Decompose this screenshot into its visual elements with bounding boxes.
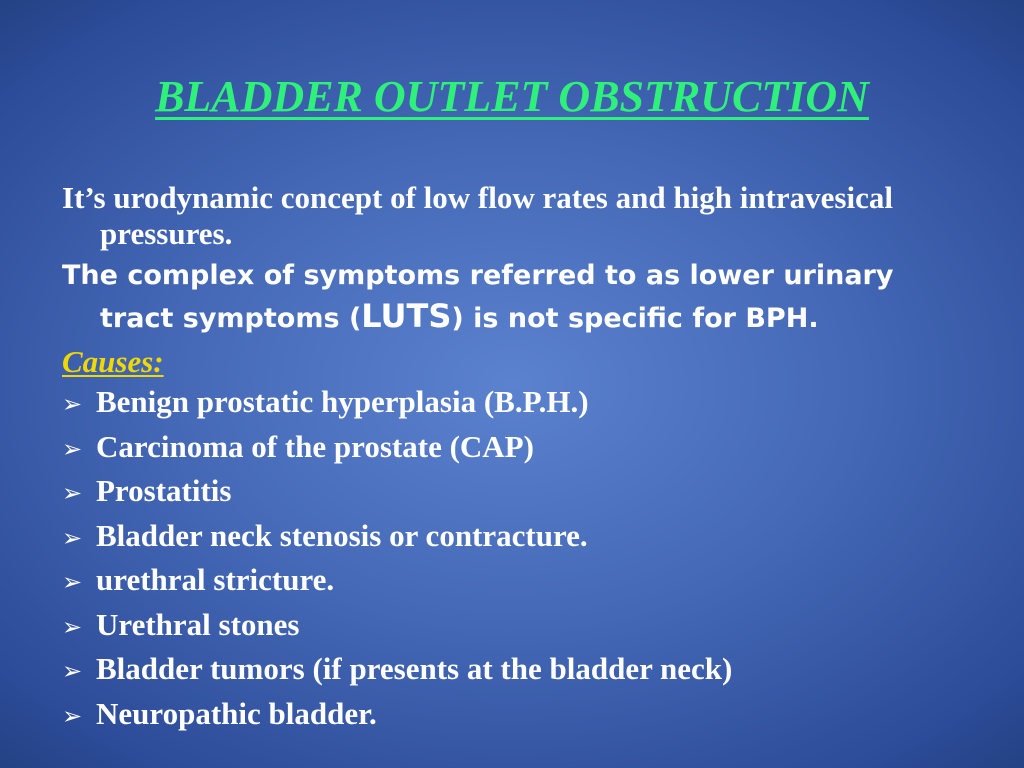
list-item <box>62 470 962 515</box>
list-item <box>62 515 962 560</box>
luts-abbreviation: LUTS <box>361 297 452 335</box>
list-item <box>62 559 962 604</box>
list-item <box>62 381 962 426</box>
list-item <box>62 648 962 693</box>
arrow-bullet-icon: ➢ <box>62 568 83 596</box>
luts-paragraph-text-start: The complex of symptoms referred to as lower urinary tract symptoms ( <box>62 260 894 334</box>
list-item <box>62 604 962 649</box>
arrow-bullet-icon: ➢ <box>62 479 83 507</box>
cause-text: Neuropathic bladder. <box>96 695 377 731</box>
cause-text: Bladder neck stenosis or contracture. <box>96 517 588 553</box>
list-item <box>62 693 962 738</box>
cause-text: Carcinoma of the prostate (CAP) <box>96 428 534 464</box>
slide-title: BLADDER OUTLET OBSTRUCTION <box>155 72 869 121</box>
cause-text: Prostatitis <box>96 473 232 508</box>
luts-paragraph-text-end: ) is not specific for BPH. <box>451 303 819 334</box>
cause-text: urethral stricture. <box>96 562 335 597</box>
arrow-bullet-icon: ➢ <box>62 523 83 552</box>
causes-list <box>62 381 962 737</box>
arrow-bullet-icon: ➢ <box>62 434 83 463</box>
arrow-bullet-icon: ➢ <box>62 657 83 685</box>
cause-text: Urethral stones <box>96 606 300 642</box>
luts-paragraph <box>62 256 962 339</box>
slide-body <box>62 180 962 737</box>
cause-text: Benign prostatic hyperplasia (B.P.H.) <box>96 384 589 419</box>
definition-paragraph: It’s urodynamic concept of low flow rates and high intravesical pressures. <box>62 180 893 251</box>
list-item <box>62 426 962 471</box>
causes-heading: Causes: <box>62 344 164 379</box>
arrow-bullet-icon: ➢ <box>62 612 83 641</box>
arrow-bullet-icon: ➢ <box>62 390 83 418</box>
arrow-bullet-icon: ➢ <box>62 701 83 730</box>
cause-text: Bladder tumors (if presents at the bladder neck) <box>96 651 733 686</box>
